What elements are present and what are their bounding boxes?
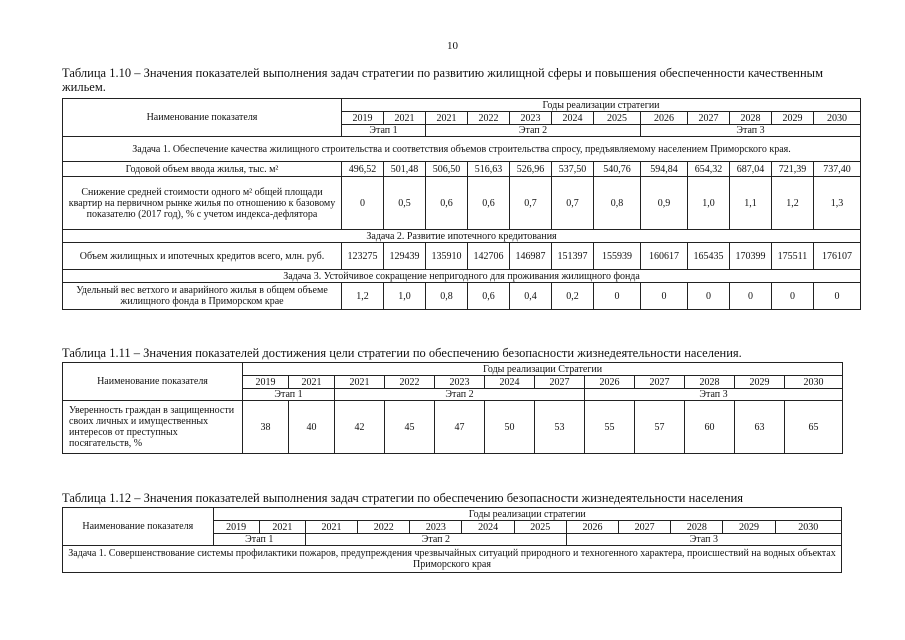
table-1-12-caption: Таблица 1.12 – Значения показателей выполнения задач стратегии по обеспечению безопасности жизнедеятельности населения (62, 491, 744, 505)
year-cell: 2021 (305, 521, 357, 534)
year-cell: 2024 (462, 521, 514, 534)
table-cell: 0 (641, 283, 688, 310)
table-cell: 0,8 (594, 177, 641, 230)
table-cell: 0,5 (384, 177, 426, 230)
row-label: Объем жилищных и ипотечных кредитов всего, млн. руб. (63, 243, 342, 270)
table-cell: 737,40 (814, 162, 861, 177)
year-cell: 2021 (289, 376, 335, 389)
table-cell: 1,0 (688, 177, 730, 230)
stage-cell: Этап 3 (566, 534, 841, 546)
year-cell: 2026 (641, 112, 688, 125)
year-cell: 2026 (566, 521, 618, 534)
table-cell: 1,1 (730, 177, 772, 230)
year-cell: 2021 (259, 521, 305, 534)
year-cell: 2028 (730, 112, 772, 125)
years-header: Годы реализации стратегии (213, 508, 841, 521)
table-cell: 0,8 (426, 283, 468, 310)
year-cell: 2027 (535, 376, 585, 389)
table-cell: 38 (243, 401, 289, 454)
table-cell: 123275 (342, 243, 384, 270)
task-1-row: Задача 1. Совершенствование системы профилактики пожаров, предупреждения чрезвычайных ситуаций природного и техногенного характера, происшествий на водных объектах Приморского края (63, 546, 842, 573)
year-cell: 2028 (685, 376, 735, 389)
table-cell: 45 (385, 401, 435, 454)
table-cell: 170399 (730, 243, 772, 270)
year-cell: 2023 (435, 376, 485, 389)
indicator-header: Наименование показателя (63, 363, 243, 401)
table-cell: 53 (535, 401, 585, 454)
table-cell: 540,76 (594, 162, 641, 177)
table-1-11 (62, 362, 843, 454)
table-cell: 0,7 (552, 177, 594, 230)
year-cell: 2030 (775, 521, 841, 534)
year-cell: 2019 (213, 521, 259, 534)
stage-cell: Этап 3 (641, 125, 861, 137)
table-cell: 526,96 (510, 162, 552, 177)
table-cell: 160617 (641, 243, 688, 270)
table-cell: 0 (772, 283, 814, 310)
stage-cell: Этап 3 (585, 389, 843, 401)
stage-cell: Этап 2 (426, 125, 641, 137)
table-cell: 175511 (772, 243, 814, 270)
year-cell: 2027 (688, 112, 730, 125)
table-cell: 47 (435, 401, 485, 454)
table-cell: 721,39 (772, 162, 814, 177)
year-cell: 2019 (342, 112, 384, 125)
year-cell: 2028 (671, 521, 723, 534)
table-cell: 55 (585, 401, 635, 454)
years-header: Годы реализации стратегии (342, 99, 861, 112)
indicator-header: Наименование показателя (63, 508, 214, 546)
year-cell: 2023 (410, 521, 462, 534)
year-cell: 2022 (468, 112, 510, 125)
table-cell: 0 (730, 283, 772, 310)
row-label: Снижение средней стоимости одного м² общей площади квартир на первичном рынке жилья по отношению к базовому показателю (2017 год), % с учетом индекса-дефлятора (63, 177, 342, 230)
table-cell: 57 (635, 401, 685, 454)
table-cell: 516,63 (468, 162, 510, 177)
year-cell: 2025 (514, 521, 566, 534)
row-label: Годовой объем ввода жилья, тыс. м² (63, 162, 342, 177)
page-number: 10 (447, 40, 458, 52)
year-cell: 2030 (785, 376, 843, 389)
table-cell: 135910 (426, 243, 468, 270)
table-cell: 0 (688, 283, 730, 310)
year-cell: 2021 (384, 112, 426, 125)
table-cell: 0,2 (552, 283, 594, 310)
year-cell: 2021 (426, 112, 468, 125)
table-cell: 151397 (552, 243, 594, 270)
table-cell: 0 (594, 283, 641, 310)
table-cell: 501,48 (384, 162, 426, 177)
table-cell: 63 (735, 401, 785, 454)
year-cell: 2021 (335, 376, 385, 389)
table-cell: 0,6 (468, 283, 510, 310)
table-1-11-caption: Таблица 1.11 – Значения показателей достижения цели стратегии по обеспечению безопасности жизнедеятельности населения. (62, 346, 742, 360)
year-cell: 2022 (358, 521, 410, 534)
year-cell: 2025 (594, 112, 641, 125)
table-cell: 687,04 (730, 162, 772, 177)
table-cell: 506,50 (426, 162, 468, 177)
table-1-10-caption: Таблица 1.10 – Значения показателей выполнения задач стратегии по развитию жилищной сферы и повышения обеспеченности качественным жильем. (62, 66, 823, 94)
year-cell: 2030 (814, 112, 861, 125)
table-cell: 496,52 (342, 162, 384, 177)
table-cell: 142706 (468, 243, 510, 270)
table-cell: 654,32 (688, 162, 730, 177)
table-cell: 0,6 (468, 177, 510, 230)
table-cell: 1,2 (342, 283, 384, 310)
table-cell: 146987 (510, 243, 552, 270)
task-2-row: Задача 2. Развитие ипотечного кредитования (63, 230, 861, 243)
row-label: Уверенность граждан в защищенности своих личных и имущественных интересов от преступных посягательств, % (63, 401, 243, 454)
stage-cell: Этап 1 (243, 389, 335, 401)
table-cell: 129439 (384, 243, 426, 270)
indicator-header: Наименование показателя (63, 99, 342, 137)
table-cell: 0,6 (426, 177, 468, 230)
table-cell: 0 (814, 283, 861, 310)
table-1-12 (62, 507, 842, 573)
table-1-10 (62, 98, 861, 310)
table-cell: 155939 (594, 243, 641, 270)
table-cell: 537,50 (552, 162, 594, 177)
year-cell: 2024 (552, 112, 594, 125)
year-cell: 2024 (485, 376, 535, 389)
table-cell: 50 (485, 401, 535, 454)
stage-cell: Этап 2 (305, 534, 566, 546)
table-cell: 0,7 (510, 177, 552, 230)
year-cell: 2022 (385, 376, 435, 389)
year-cell: 2027 (635, 376, 685, 389)
table-cell: 65 (785, 401, 843, 454)
table-cell: 176107 (814, 243, 861, 270)
table-cell: 1,0 (384, 283, 426, 310)
table-cell: 1,2 (772, 177, 814, 230)
row-label: Удельный вес ветхого и аварийного жилья в общем объеме жилищного фонда в Приморском крае (63, 283, 342, 310)
year-cell: 2019 (243, 376, 289, 389)
year-cell: 2026 (585, 376, 635, 389)
table-cell: 1,3 (814, 177, 861, 230)
year-cell: 2027 (619, 521, 671, 534)
year-cell: 2029 (772, 112, 814, 125)
table-cell: 165435 (688, 243, 730, 270)
stage-cell: Этап 1 (342, 125, 426, 137)
stage-cell: Этап 2 (335, 389, 585, 401)
stage-cell: Этап 1 (213, 534, 305, 546)
table-cell: 42 (335, 401, 385, 454)
table-cell: 0 (342, 177, 384, 230)
table-cell: 0,4 (510, 283, 552, 310)
year-cell: 2029 (735, 376, 785, 389)
year-cell: 2023 (510, 112, 552, 125)
year-cell: 2029 (723, 521, 775, 534)
task-1-row: Задача 1. Обеспечение качества жилищного строительства и соответствия объемов строительства спросу, предъявляемому населением Приморского края. (63, 137, 861, 162)
table-cell: 594,84 (641, 162, 688, 177)
table-cell: 40 (289, 401, 335, 454)
table-cell: 60 (685, 401, 735, 454)
table-cell: 0,9 (641, 177, 688, 230)
years-header: Годы реализации Стратегии (243, 363, 843, 376)
task-3-row: Задача 3. Устойчивое сокращение непригодного для проживания жилищного фонда (63, 270, 861, 283)
